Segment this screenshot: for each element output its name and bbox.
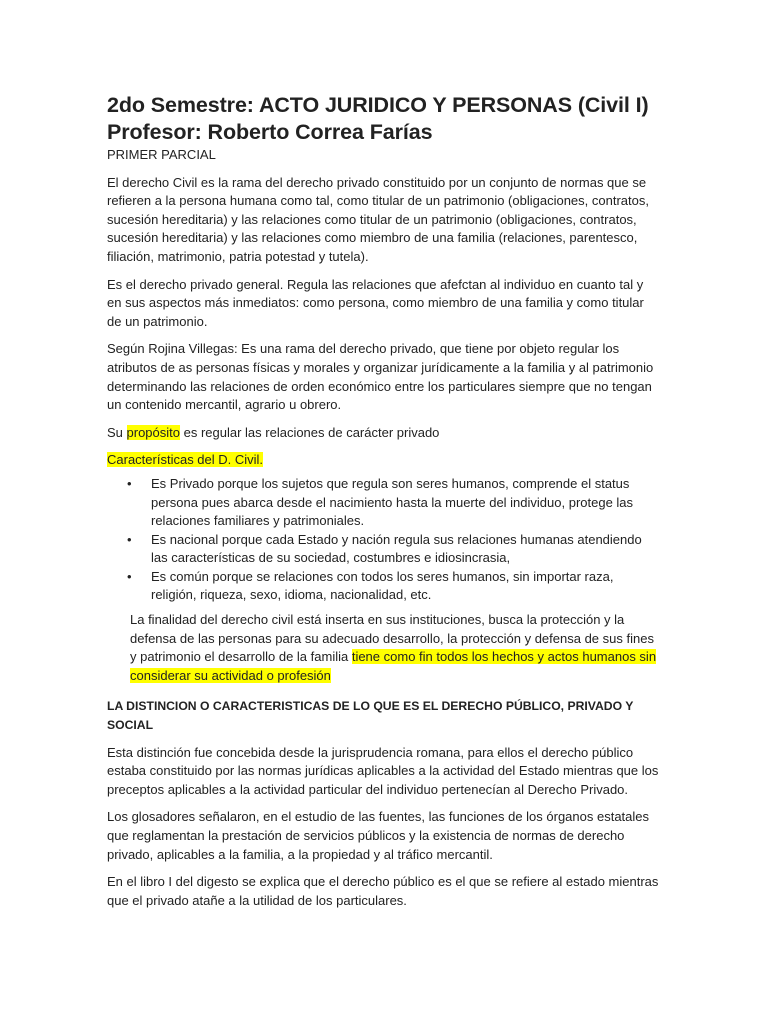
characteristics-list	[107, 475, 660, 605]
list-item-text: Es común porque se relaciones con todos los seres humanos, sin importar raza, religión, riqueza, sexo, idioma, nacionalidad, etc.	[151, 568, 614, 603]
paragraph-finality	[107, 611, 660, 685]
paragraph-roman: Esta distinción fue concebida desde la jurisprudencia romana, para ellos el derecho público estaba constituido por las normas jurídicas aplicables a la actividad del Estado mientras que los preceptos aplicables a la actividad particular del individuo pertenecían al Derecho Privado.	[107, 744, 659, 797]
bullet-icon: •	[127, 531, 132, 547]
characteristics-heading-text: Características del D. Civil.	[107, 452, 264, 468]
paragraph-glossators: Los glosadores señalaron, en el estudio de las fuentes, las funciones de los órganos estatales que reglamentan la prestación de servicios públicos y la existencia de normas de derecho privado, aplicables a la familia, a la propiedad y al tráfico mercantil.	[107, 809, 650, 862]
purpose-highlight: propósito	[126, 424, 180, 440]
paragraph-general: Es el derecho privado general. Regula las relaciones que afefctan al individuo en cuanto tal y en sus aspectos más inmediatos: como persona, como miembro de una familia y como titular de un patrimonio.	[107, 276, 644, 329]
paragraph-definition: El derecho Civil es la rama del derecho privado constituido por un conjunto de normas que se refieren a la persona humana como tal, como titular de un patrimonio (obligaciones, contratos, sucesión hereditaria) y las relaciones como titular de un patrimonio (obligaciones, contratos, sucesión hereditaria) y las relaciones como miembro de una familia (relaciones, parentesco, filiación, matrimonio, patria potestad y tutela).	[107, 174, 649, 264]
title-line-2: Profesor: Roberto Correa Farías	[107, 120, 433, 144]
list-item	[107, 475, 660, 531]
paragraph-rojina: Según Rojina Villegas: Es una rama del derecho privado, que tiene por objeto regular los atributos de as personas físicas y morales y organizar jurídicamente a la familia y al patrimonio determinando las relaciones de orden económico entre los particulares siempre que no tengan un contenido mercantil, agrario u obrero.	[107, 341, 654, 413]
paragraph-digest: En el libro I del digesto se explica que el derecho público es el que se refiere al estado mientras que el privado atañe a la utilidad de los particulares.	[107, 874, 659, 908]
subtitle: PRIMER PARCIAL	[107, 147, 216, 162]
purpose-suffix: es regular las relaciones de carácter privado	[180, 424, 440, 440]
list-item-text: Es nacional porque cada Estado y nación regula sus relaciones humanas atendiendo las características de su sociedad, costumbres e idiosincrasia,	[151, 531, 642, 566]
finality-highlight: tiene como fin todos los hechos y actos humanos sin considerar su actividad o profesión	[130, 649, 657, 683]
document-title	[107, 92, 660, 146]
section-title: LA DISTINCION O CARACTERISTICAS DE LO QUE ES EL DERECHO PÚBLICO, PRIVADO Y SOCIAL	[107, 699, 634, 733]
list-item	[107, 568, 660, 605]
list-item-text: Es Privado porque los sujetos que regula son seres humanos, comprende el status persona pues abarca desde el nacimiento hasta la muerte del individuo, protege las relaciones familiares y patrimoniales.	[151, 475, 634, 529]
purpose-prefix: Su	[107, 424, 127, 440]
title-line-1: 2do Semestre: ACTO JURIDICO Y PERSONAS (Civil I)	[107, 93, 649, 117]
list-item	[107, 531, 660, 568]
characteristics-heading	[107, 451, 660, 470]
bullet-icon: •	[127, 475, 132, 491]
paragraph-purpose	[107, 424, 660, 443]
finality-text: La finalidad del derecho civil está inserta en sus instituciones, busca la protección y la defensa de las personas para su adecuado desarrollo, la protección y defensa de sus fines y patrimonio el desarrollo de la familia	[130, 612, 654, 665]
bullet-icon: •	[127, 568, 132, 584]
